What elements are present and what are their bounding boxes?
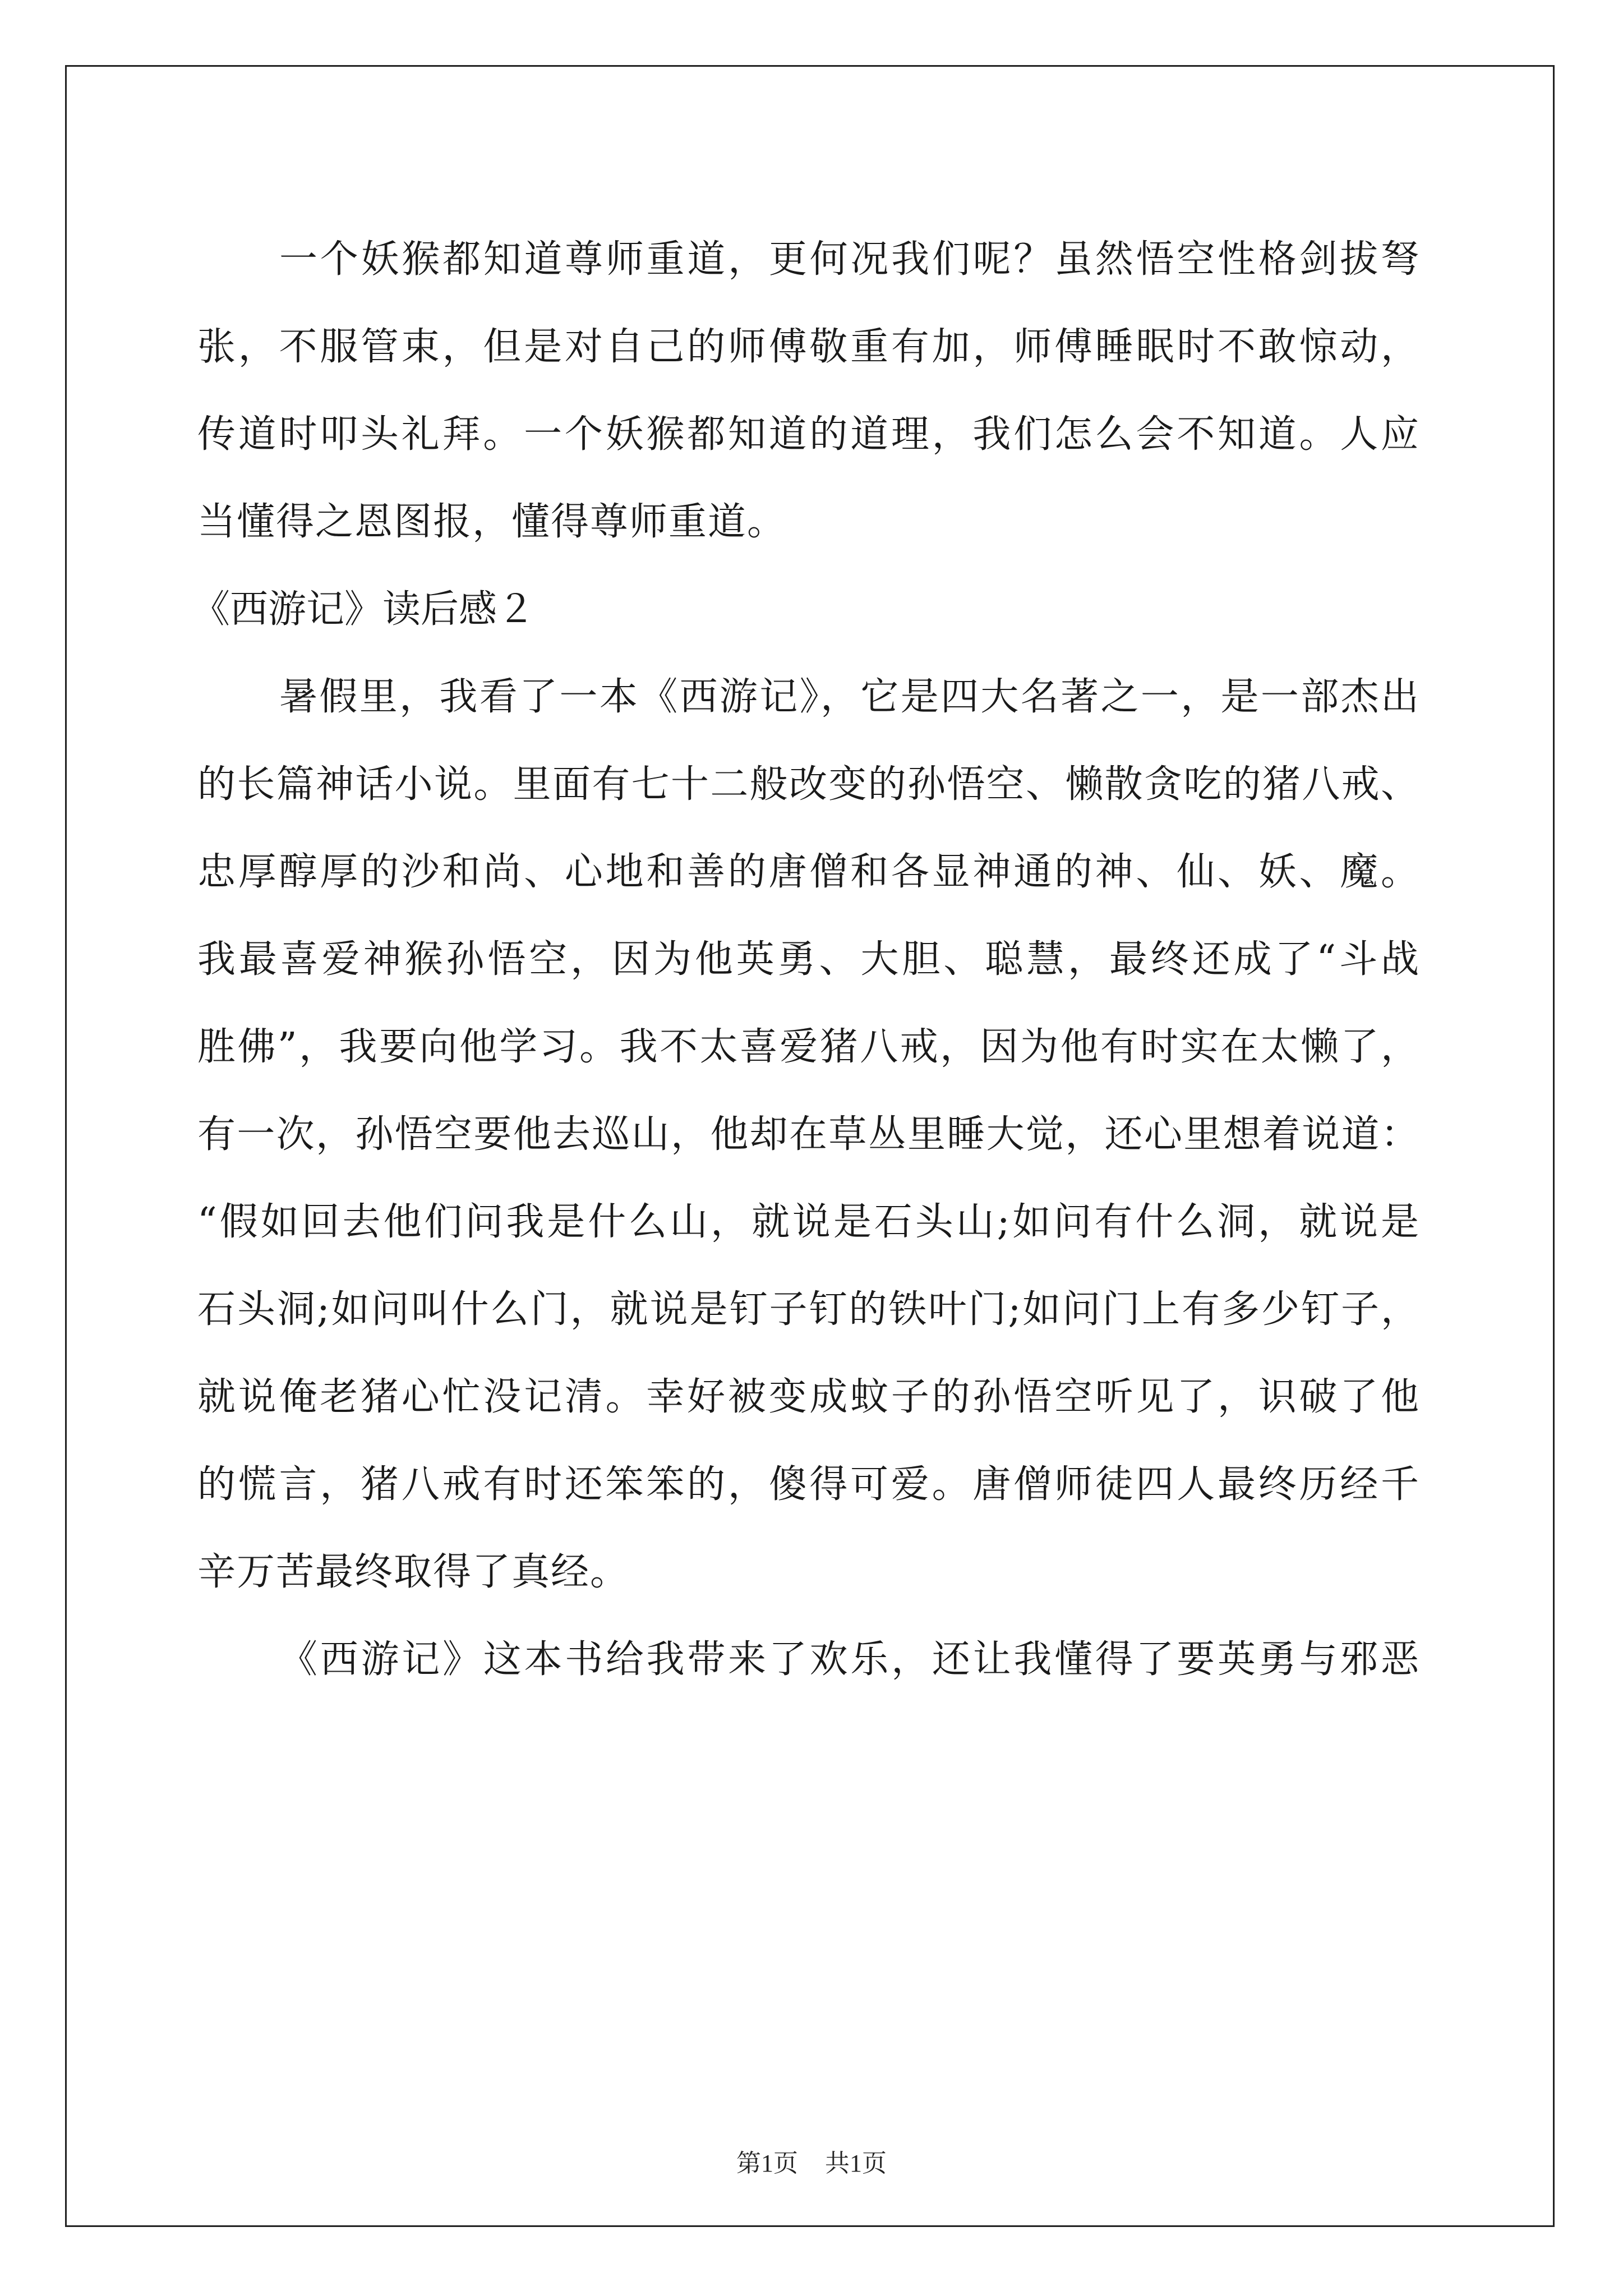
paragraph-2-line-6: 有一次，孙悟空要他去巡山，他却在草丛里睡大觉，还心里想着说道： [197,1112,1420,1157]
paragraph-2-line-1: 暑假里，我看了一本《西游记》，它是四大名著之一，是一部杰出 [279,675,1420,719]
page-number: 第1页 [736,2150,798,2177]
paragraph-2-line-3: 忠厚醇厚的沙和尚、心地和善的唐僧和各显神通的神、仙、妖、魔。 [197,850,1420,894]
paragraph-2-line-2: 的长篇神话小说。里面有七十二般改变的孙悟空、懒散贪吃的猪八戒、 [197,762,1420,807]
paragraph-2-line-7: “假如回去他们问我是什么山，就说是石头山;如问有什么洞，就说是 [197,1200,1420,1244]
paragraph-2-line-11: 辛万苦最终取得了真经。 [197,1550,630,1594]
document-body [192,216,1420,1704]
paragraph-2-line-10: 的慌言，猪八戒有时还笨笨的，傻得可爱。唐僧师徒四人最终历经千 [197,1462,1420,1507]
paragraph-2-line-8: 石头洞;如问叫什么门，就说是钉子钉的铁叶门;如问门上有多少钉子， [197,1287,1420,1332]
paragraph-2-line-4: 我最喜爱神猴孙悟空，因为他英勇、大胆、聪慧，最终还成了“斗战 [197,937,1420,982]
page-total: 共1页 [825,2150,887,2177]
paragraph-1-line-1: 一个妖猴都知道尊师重道，更何况我们呢？虽然悟空性格剑拔弩 [279,237,1420,282]
paragraph-1-line-4: 当懂得之恩图报，懂得尊师重道。 [197,500,787,544]
paragraph-3-line-1: 《西游记》这本书给我带来了欢乐，还让我懂得了要英勇与邪恶 [279,1637,1420,1682]
page-footer [0,2143,1623,2179]
paragraph-2-line-9: 就说俺老猪心忙没记清。幸好被变成蚊子的孙悟空听见了，识破了他 [197,1375,1420,1419]
paragraph-2-line-5: 胜佛”，我要向他学习。我不太喜爱猪八戒，因为他有时实在太懒了， [197,1025,1420,1069]
paragraph-1-line-3: 传道时叩头礼拜。一个妖猴都知道的道理，我们怎么会不知道。人应 [197,412,1420,457]
paragraph-1-line-2: 张，不服管束，但是对自己的师傅敬重有加，师傅睡眠时不敢惊动， [197,325,1420,369]
section-heading: 《西游记》读后感２ [192,587,536,632]
